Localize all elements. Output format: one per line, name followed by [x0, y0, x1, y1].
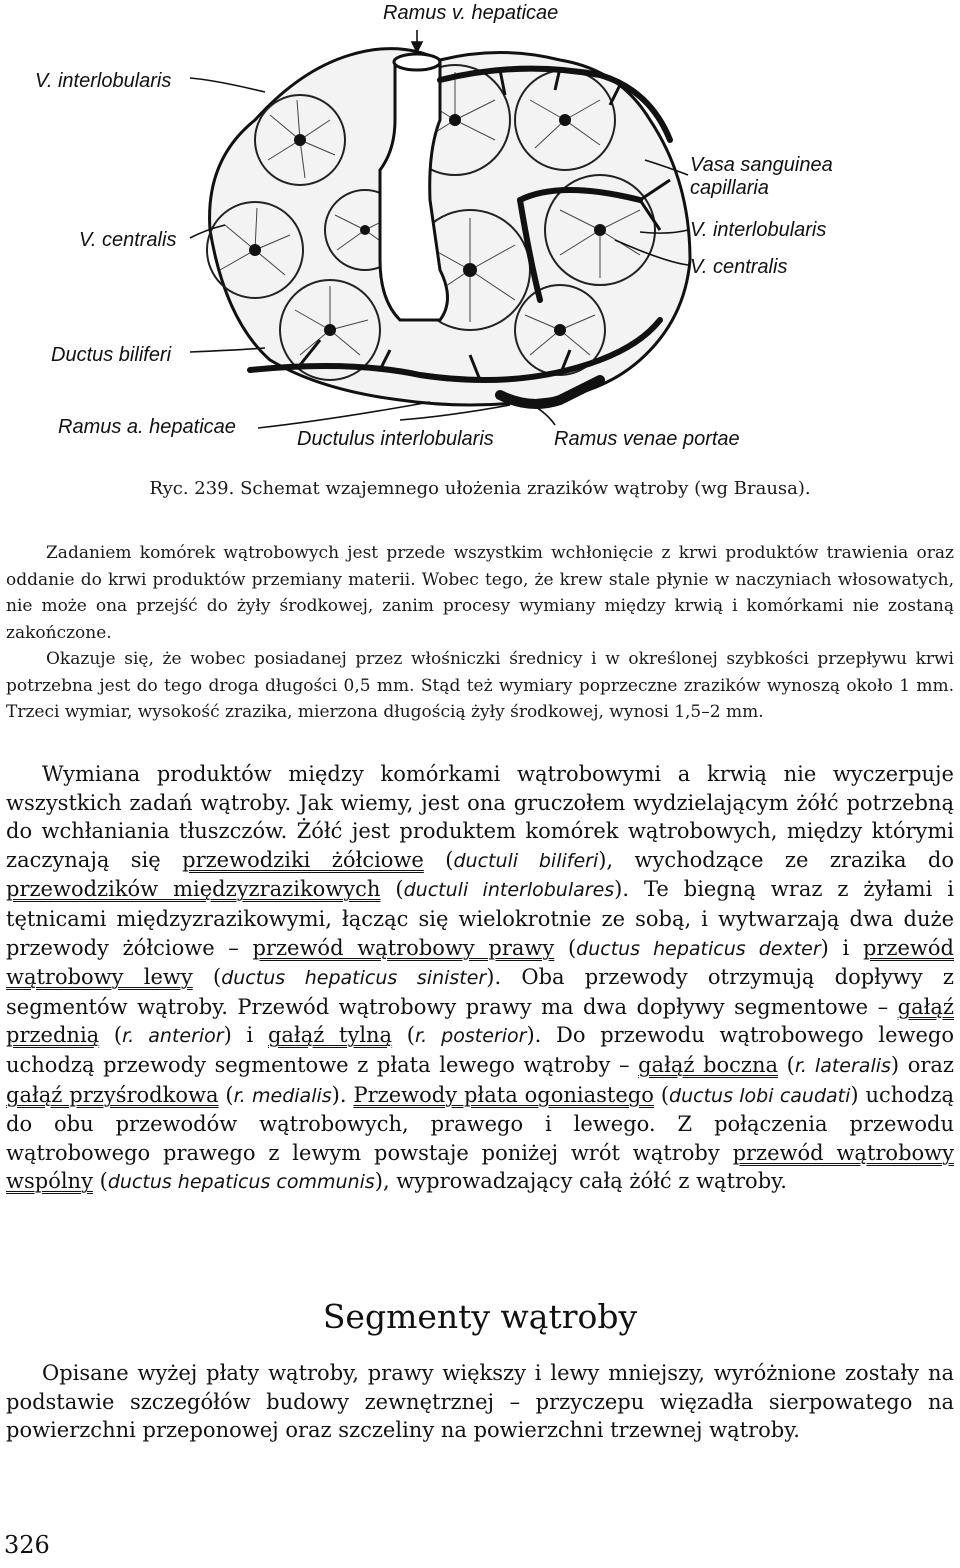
label-vasa-sanguinea: Vasa sanguinea — [690, 154, 833, 176]
label-ramus-a-hepaticae: Ramus a. hepaticae — [58, 416, 236, 438]
latin-term: r. posterior — [415, 1025, 527, 1048]
text-run: ) uchodzą do obu przewodów wątrobowych, prawego i lewego. Z połączenia przewodu wątrobowego prawego z lewym powstaje poniżej wrót wątroby — [6, 1082, 955, 1165]
term-posterior-branch: gałąź tylną — [267, 1023, 393, 1048]
latin-term: ductus hepaticus sinister — [221, 967, 487, 990]
text-run: ( — [778, 1052, 795, 1077]
text-run: ( — [653, 1082, 670, 1107]
label-ductulus-interlobularis: Ductulus interlobularis — [297, 428, 494, 450]
label-v-interlobularis-right: V. interlobularis — [690, 219, 827, 241]
text-run: ( — [92, 1169, 108, 1194]
text-run: ). — [331, 1082, 354, 1107]
latin-term: ductus hepaticus dexter — [576, 937, 821, 960]
text-run: ), wychodzące ze zrazika do — [598, 847, 954, 872]
term-ductuli-biliferi: przewodziki żółciowe — [182, 847, 424, 872]
label-vasa-capillaria: capillaria — [690, 177, 769, 199]
main-paragraph — [6, 760, 954, 1197]
term-caudate-ducts: Przewody płata ogoniastego — [353, 1082, 654, 1107]
figure-caption: Ryc. 239. Schemat wzajemnego ułożenia zrazików wątroby (wg Brausa). — [149, 478, 811, 499]
text-run: ) oraz — [890, 1052, 954, 1077]
term-hepatic-duct-right: przewód wątrobowy prawy — [252, 935, 555, 960]
text-run: ). Oba przewody otrzymują dopływy z segmentów wątroby. Przewód wątrobowy prawy ma dwa dopływy segmentowe – — [6, 965, 954, 1019]
text-run: ), wyprowadzający całą żółć z wątroby. — [374, 1169, 787, 1194]
section-text-block — [6, 1359, 954, 1445]
label-ramus-v-hepaticae: Ramus v. hepaticae — [383, 2, 559, 24]
text-run: ( — [423, 847, 454, 872]
text-run: ( — [380, 877, 404, 902]
label-ramus-venae-portae: Ramus venae portae — [554, 428, 740, 450]
main-text-block — [6, 760, 954, 1197]
latin-term: r. anterior — [122, 1025, 224, 1048]
label-ductus-biliferi: Ductus biliferi — [51, 344, 172, 366]
latin-term: r. medialis — [233, 1084, 332, 1107]
latin-term: ductus hepaticus communis — [107, 1171, 375, 1194]
text-run: ( — [554, 935, 577, 960]
text-run: Wymiana produktów między komórkami wątrobowymi a krwią nie wyczerpuje wszystkich zadań wątroby. Jak wiemy, jest ona gruczołem wydzielającym żółć potrzebną do wchłaniania tłuszczów. Żółć jest produktem komórek wątrobowych, między którymi zaczynają się — [6, 762, 954, 872]
term-medial-branch: gałąź przyśrodkowa — [6, 1082, 219, 1107]
section-heading: Segmenty wątroby — [322, 1297, 638, 1336]
latin-term: r. lateralis — [794, 1054, 891, 1077]
small-paragraph-1: Zadaniem komórek wątrobowych jest przede wszystkim wchłonięcie z krwi produktów trawienia oraz oddanie do krwi produktów przemiany materii. Wobec tego, że krew stale płynie w naczyniach włosowatych, nie może ona przejść do żyły środkowej, zanim procesy wymiany między krwią i komórkami nie zostaną zakończone. — [6, 543, 954, 643]
term-common-hepatic-duct: przewód wątrobowy wspólny — [6, 1140, 954, 1194]
latin-term: ductuli biliferi — [453, 849, 599, 872]
term-anterior-branch: gałąź przednią — [6, 994, 954, 1048]
label-v-centralis-left: V. centralis — [79, 229, 177, 251]
small-paragraph-2: Okazuje się, że wobec posiadanej przez włośniczki średnicy i w określonej szybkości przepływu krwi potrzebna jest do tego droga długości 0,5 mm. Stąd też wymiary poprzeczne zrazików wynoszą około 1 mm. Trzeci wymiar, wysokość zrazika, mierzona długością żyły środkowej, wynosi 1,5–2 mm. — [6, 649, 954, 722]
small-print-block — [6, 540, 954, 726]
text-run: ). Te biegną wraz z żyłami i tętnicami międzyzrazikowymi, łącząc się wielokrotnie ze sobą, i wytwarzają dwa duże przewody żółciowe – — [6, 877, 954, 960]
label-v-interlobularis-left: V. interlobularis — [35, 70, 172, 92]
term-ductuli-interlobulares: przewodzików międzyzrazikowych — [6, 877, 381, 902]
text-run: ( — [192, 965, 222, 990]
section-paragraph: Opisane wyżej płaty wątroby, prawy większy i lewy mniejszy, wyróżnione zostały na podstawie szczegółów budowy zewnętrznej – przyczepu więzadła sierpowatego na powierzchni przeponowej oraz szczeliny na powierzchni trzewnej wątroby. — [6, 1361, 954, 1443]
page-number: 326 — [4, 1531, 50, 1559]
text-run: ( — [99, 1023, 123, 1048]
text-run: ) i — [820, 935, 863, 960]
label-v-centralis-right: V. centralis — [690, 256, 788, 278]
text-run: ). Do przewodu wątrobowego lewego uchodzą przewody segmentowe z płata lewego wątroby – — [6, 1023, 954, 1077]
term-hepatic-duct-left: przewód wątrobowy lewy — [6, 935, 954, 990]
term-lateral-branch: gałąź boczna — [638, 1052, 779, 1077]
latin-term: ductus lobi caudati — [669, 1084, 851, 1107]
latin-term: ductuli interlobulares — [403, 879, 615, 902]
hepatic-vein-opening — [394, 54, 440, 70]
text-run: ( — [392, 1023, 415, 1048]
text-run: ( — [218, 1082, 234, 1107]
text-run: ) i — [223, 1023, 268, 1048]
